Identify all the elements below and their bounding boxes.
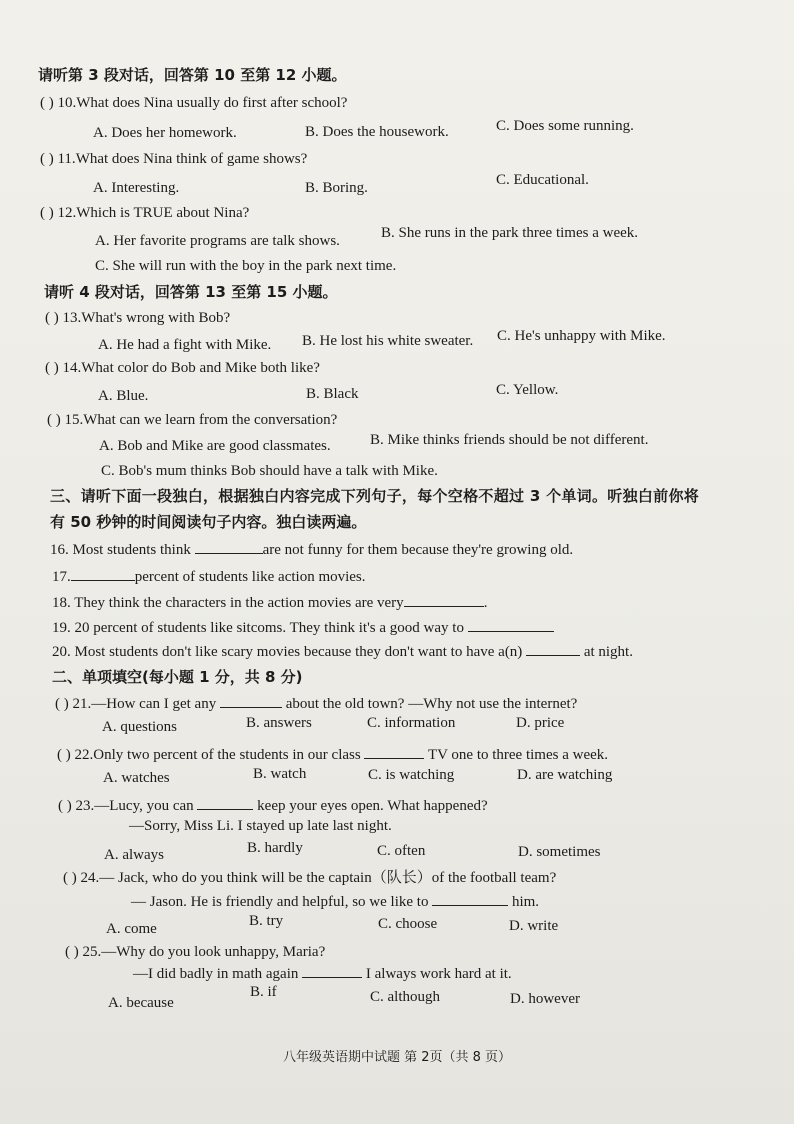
question-13: ( ) 13.What's wrong with Bob? xyxy=(45,310,231,326)
option-25d: D. however xyxy=(510,991,580,1007)
question-22: ( ) 22.Only two percent of the students in our class TV one to three times a week. xyxy=(57,744,608,764)
option-14a: A. Blue. xyxy=(98,388,149,404)
page-footer: 八年级英语期中试题 第 2页（共 8 页） xyxy=(282,1050,512,1065)
option-13a: A. He had a fight with Mike. xyxy=(98,337,272,353)
question-10: ( ) 10.What does Nina usually do first after school? xyxy=(40,95,348,111)
option-24c: C. choose xyxy=(378,916,438,932)
answer-blank-19[interactable] xyxy=(468,617,554,632)
answer-blank-24[interactable] xyxy=(432,891,508,906)
fill-question-19: 19. 20 percent of students like sitcoms. They think it's a good way to xyxy=(52,617,554,637)
option-21d: D. price xyxy=(516,715,565,731)
option-21b: B. answers xyxy=(246,715,312,731)
answer-blank-20[interactable] xyxy=(526,641,580,656)
fill-question-18: 18. They think the characters in the action movies are very . xyxy=(52,592,487,612)
option-25c: C. although xyxy=(370,989,440,1005)
option-23c: C. often xyxy=(377,843,426,859)
question-12: ( ) 12.Which is TRUE about Nina? xyxy=(40,205,250,221)
option-21c: C. information xyxy=(367,715,456,731)
answer-blank-23[interactable] xyxy=(197,795,253,810)
option-25b: B. if xyxy=(250,984,277,1000)
question-24-reply: — Jason. He is friendly and helpful, so we like to him. xyxy=(131,891,539,911)
option-23a: A. always xyxy=(104,847,164,863)
option-22b: B. watch xyxy=(253,766,307,782)
fill-question-17: 17. percent of students like action movies. xyxy=(52,566,366,586)
option-24a: A. come xyxy=(106,921,157,937)
fill-question-16: 16. Most students think are not funny for them because they're growing old. xyxy=(50,539,573,559)
option-12c: C. She will run with the boy in the park next time. xyxy=(95,258,397,274)
option-15a: A. Bob and Mike are good classmates. xyxy=(99,438,331,454)
section-heading-4: 请听 4 段对话，回答第 13 至第 15 小题。 xyxy=(44,283,338,301)
question-25: ( ) 25.—Why do you look unhappy, Maria? xyxy=(65,944,326,960)
option-10a: A. Does her homework. xyxy=(93,125,237,141)
question-24: ( ) 24.— Jack, who do you think will be the captain（队长）of the football team? xyxy=(63,870,557,886)
option-12b: B. She runs in the park three times a week. xyxy=(381,225,639,241)
option-15b: B. Mike thinks friends should be not different. xyxy=(370,432,649,448)
question-25-reply: —I did badly in math again I always work hard at it. xyxy=(133,963,512,983)
option-25a: A. because xyxy=(108,995,174,1011)
option-15c: C. Bob's mum thinks Bob should have a talk with Mike. xyxy=(101,463,438,479)
option-22a: A. watches xyxy=(103,770,170,786)
option-23d: D. sometimes xyxy=(518,844,601,860)
option-24b: B. try xyxy=(249,913,284,929)
option-10b: B. Does the housework. xyxy=(305,124,449,140)
part-three-heading-line1: 三、请听下面一段独白，根据独白内容完成下列句子，每个空格不超过 3 个单词。听独白前你将 xyxy=(50,487,700,505)
question-23: ( ) 23.—Lucy, you can keep your eyes open. What happened? xyxy=(58,795,488,815)
answer-blank-17[interactable] xyxy=(71,566,135,581)
option-13b: B. He lost his white sweater. xyxy=(302,333,474,349)
option-12a: A. Her favorite programs are talk shows. xyxy=(95,233,340,249)
question-11: ( ) 11.What does Nina think of game shows? xyxy=(40,151,308,167)
section-heading-3: 请听第 3 段对话，回答第 10 至第 12 小题。 xyxy=(38,66,347,84)
option-22c: C. is watching xyxy=(368,767,455,783)
option-11b: B. Boring. xyxy=(305,180,368,196)
option-23b: B. hardly xyxy=(247,840,303,856)
question-14: ( ) 14.What color do Bob and Mike both like? xyxy=(45,360,320,376)
part-two-heading: 二、单项填空(每小题 1 分，共 8 分) xyxy=(52,668,303,686)
option-14b: B. Black xyxy=(306,386,359,402)
option-14c: C. Yellow. xyxy=(496,382,559,398)
part-three-heading-line2: 有 50 秒钟的时间阅读句子内容。独白读两遍。 xyxy=(50,513,367,531)
fill-question-20: 20. Most students don't like scary movies because they don't want to have a(n) at night. xyxy=(52,641,633,661)
option-21a: A. questions xyxy=(102,719,177,735)
question-15: ( ) 15.What can we learn from the conversation? xyxy=(47,412,338,428)
answer-blank-16[interactable] xyxy=(195,539,263,554)
option-13c: C. He's unhappy with Mike. xyxy=(497,328,666,344)
answer-blank-22[interactable] xyxy=(364,744,424,759)
question-23-reply: —Sorry, Miss Li. I stayed up late last night. xyxy=(129,818,392,834)
option-11a: A. Interesting. xyxy=(93,180,180,196)
option-10c: C. Does some running. xyxy=(496,118,634,134)
option-22d: D. are watching xyxy=(517,767,613,783)
option-11c: C. Educational. xyxy=(496,172,589,188)
answer-blank-18[interactable] xyxy=(404,592,484,607)
question-21: ( ) 21.—How can I get any about the old town? —Why not use the internet? xyxy=(55,693,577,713)
answer-blank-21[interactable] xyxy=(220,693,282,708)
answer-blank-25[interactable] xyxy=(302,963,362,978)
option-24d: D. write xyxy=(509,918,559,934)
